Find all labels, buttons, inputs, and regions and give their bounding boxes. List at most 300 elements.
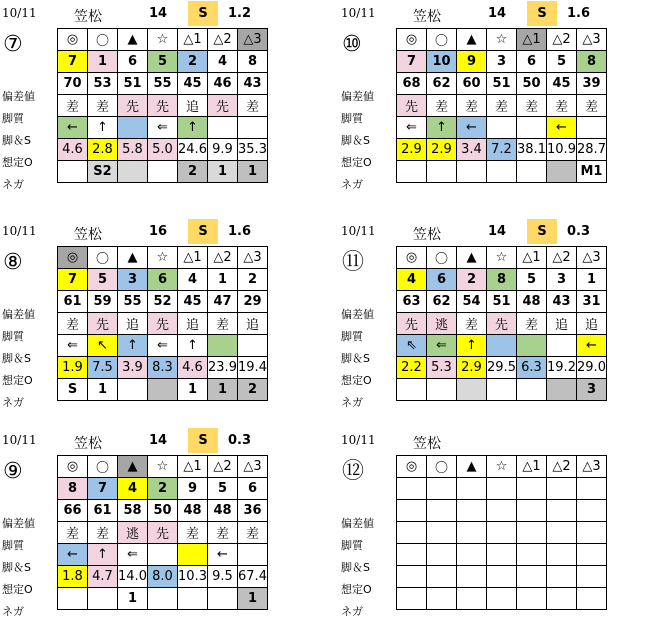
horse-number-cell: 1 xyxy=(208,269,238,291)
grid-row-nega xyxy=(397,588,607,610)
mark-cell: 〇 xyxy=(427,456,457,478)
deviation-cell: 43 xyxy=(238,73,268,95)
mark-cell: ☆ xyxy=(487,29,517,51)
nega-cell xyxy=(487,379,517,401)
grid-row-legs xyxy=(58,335,268,357)
row-label: 偏差値 xyxy=(341,517,374,530)
grid-row-style xyxy=(397,522,607,544)
odds-cell: 2.9 xyxy=(397,139,427,161)
nega-cell xyxy=(547,379,577,401)
race-number: ⑨ xyxy=(3,459,23,484)
race-header xyxy=(339,218,669,246)
odds-cell: 29.0 xyxy=(577,357,607,379)
running-style-cell: 逃 xyxy=(427,313,457,335)
prediction-grid xyxy=(396,28,607,183)
row-label: 脚質 xyxy=(341,112,363,125)
race-block-r9 xyxy=(0,427,330,639)
odds-cell: 38.1 xyxy=(517,139,547,161)
leg-arrow-cell: ↑ xyxy=(88,544,118,566)
race-header xyxy=(0,218,330,246)
deviation-cell: 46 xyxy=(208,73,238,95)
mark-cell: △1 xyxy=(178,247,208,269)
deviation-cell: 45 xyxy=(178,73,208,95)
deviation-cell: 62 xyxy=(427,291,457,313)
horse-number-cell: 4 xyxy=(208,51,238,73)
nega-cell xyxy=(58,161,88,183)
grade-badge: S xyxy=(188,1,218,26)
leg-arrow-cell: ← xyxy=(58,544,88,566)
leg-arrow-cell: ⇐ xyxy=(397,117,427,139)
deviation-cell: 62 xyxy=(427,73,457,95)
odds-cell: 7.5 xyxy=(88,357,118,379)
deviation-cell: 45 xyxy=(547,73,577,95)
mark-cell: ◎ xyxy=(58,247,88,269)
grid-row-nega xyxy=(397,161,607,183)
running-style-cell: 差 xyxy=(238,95,268,117)
odds-cell: 3.9 xyxy=(118,357,148,379)
row-label: 偏差値 xyxy=(2,90,35,103)
running-style-cell: 追 xyxy=(577,313,607,335)
deviation-cell: 61 xyxy=(58,291,88,313)
odds-cell: 24.6 xyxy=(178,139,208,161)
leg-arrow-cell xyxy=(577,544,607,566)
running-style-cell xyxy=(397,522,427,544)
horse-number-cell: 3 xyxy=(118,269,148,291)
running-style-cell: 先 xyxy=(208,95,238,117)
deviation-cell: 59 xyxy=(88,291,118,313)
odds-cell: 19.4 xyxy=(238,357,268,379)
grid-row-nega xyxy=(58,161,268,183)
leg-arrow-cell: ← xyxy=(457,117,487,139)
grid-row-horses xyxy=(58,269,268,291)
horse-number-cell: 9 xyxy=(457,51,487,73)
horse-number-cell: 5 xyxy=(517,269,547,291)
horse-number-cell: 7 xyxy=(88,478,118,500)
nega-cell xyxy=(397,161,427,183)
leg-arrow-cell: ⇖ xyxy=(397,335,427,357)
field-size: 14 xyxy=(149,433,168,448)
running-style-cell xyxy=(427,522,457,544)
odds-cell: 9.5 xyxy=(208,566,238,588)
grid-row-legs xyxy=(58,544,268,566)
nega-cell xyxy=(427,588,457,610)
odds-cell: 8.3 xyxy=(148,357,178,379)
prediction-grid xyxy=(396,246,607,401)
nega-cell xyxy=(427,161,457,183)
horse-number-cell xyxy=(457,478,487,500)
horse-number-cell: 5 xyxy=(547,51,577,73)
nega-cell: 1 xyxy=(238,161,268,183)
nega-cell: 2 xyxy=(238,379,268,401)
deviation-cell: 55 xyxy=(118,291,148,313)
deviation-cell xyxy=(457,500,487,522)
deviation-cell xyxy=(577,500,607,522)
deviation-cell: 50 xyxy=(148,500,178,522)
race-header xyxy=(0,427,330,455)
leg-arrow-cell xyxy=(238,117,268,139)
nega-cell xyxy=(547,588,577,610)
nega-cell xyxy=(148,379,178,401)
row-label: 脚＆S xyxy=(341,134,370,147)
odds-cell: 4.6 xyxy=(58,139,88,161)
mark-cell: ▲ xyxy=(118,456,148,478)
nega-cell: 1 xyxy=(208,379,238,401)
horse-number-cell: 8 xyxy=(577,51,607,73)
running-style-cell: 差 xyxy=(208,522,238,544)
deviation-cell xyxy=(427,500,457,522)
grid-row-marks xyxy=(58,456,268,478)
grid-row-dev xyxy=(397,291,607,313)
deviation-cell xyxy=(547,500,577,522)
horse-number-cell: 5 xyxy=(88,269,118,291)
odds-cell: 2.9 xyxy=(427,139,457,161)
leg-arrow-cell: ↑ xyxy=(427,117,457,139)
nega-cell xyxy=(547,161,577,183)
leg-arrow-cell xyxy=(178,544,208,566)
grid-row-marks xyxy=(397,247,607,269)
odds-cell xyxy=(517,566,547,588)
horse-number-cell xyxy=(517,478,547,500)
leg-arrow-cell xyxy=(427,544,457,566)
nega-cell xyxy=(148,161,178,183)
race-number: ⑫ xyxy=(342,459,365,484)
mark-cell: ◎ xyxy=(397,247,427,269)
race-venue: 笠松 xyxy=(413,9,441,25)
race-header xyxy=(339,0,669,28)
odds-cell: 4.7 xyxy=(88,566,118,588)
horse-number-cell: 8 xyxy=(487,269,517,291)
leg-arrow-cell xyxy=(118,117,148,139)
race-block-r10 xyxy=(339,0,669,212)
horse-number-cell: 1 xyxy=(88,51,118,73)
odds-cell: 9.9 xyxy=(208,139,238,161)
nega-cell xyxy=(88,588,118,610)
leg-arrow-cell xyxy=(457,544,487,566)
leg-arrow-cell xyxy=(148,544,178,566)
nega-cell: 1 xyxy=(208,161,238,183)
leg-arrow-cell: ⇐ xyxy=(118,544,148,566)
grade-badge: S xyxy=(527,1,557,26)
deviation-cell: 31 xyxy=(577,291,607,313)
leg-arrow-cell: ↑ xyxy=(118,335,148,357)
nega-cell: 2 xyxy=(178,161,208,183)
row-label: 脚質 xyxy=(2,539,24,552)
nega-cell: S2 xyxy=(88,161,118,183)
row-label: 偏差値 xyxy=(2,517,35,530)
leg-arrow-cell xyxy=(547,335,577,357)
horse-number-cell: 7 xyxy=(397,51,427,73)
row-label: ネガ xyxy=(2,396,24,409)
deviation-cell: 29 xyxy=(238,291,268,313)
grid-row-horses xyxy=(397,478,607,500)
running-style-cell: 先 xyxy=(88,313,118,335)
row-label: 脚＆S xyxy=(341,561,370,574)
nega-cell xyxy=(517,379,547,401)
running-style-cell: 差 xyxy=(457,313,487,335)
race-header xyxy=(0,0,330,28)
odds-cell: 28.7 xyxy=(577,139,607,161)
row-label: 偏差値 xyxy=(2,308,35,321)
deviation-cell: 45 xyxy=(178,291,208,313)
field-size: 14 xyxy=(488,224,507,239)
leg-arrow-cell xyxy=(208,335,238,357)
grid-row-odds xyxy=(397,357,607,379)
running-style-cell: 差 xyxy=(547,95,577,117)
grid-row-nega xyxy=(58,588,268,610)
odds-cell: 2.8 xyxy=(88,139,118,161)
horse-number-cell: 6 xyxy=(517,51,547,73)
leg-arrow-cell xyxy=(577,117,607,139)
running-style-cell: 差 xyxy=(58,95,88,117)
deviation-cell: 39 xyxy=(577,73,607,95)
mark-cell: ☆ xyxy=(487,247,517,269)
mark-cell: ▲ xyxy=(457,29,487,51)
nega-cell xyxy=(457,379,487,401)
nega-cell xyxy=(148,588,178,610)
row-label: 脚質 xyxy=(2,112,24,125)
deviation-cell xyxy=(397,500,427,522)
row-label: 脚＆S xyxy=(341,352,370,365)
running-style-cell: 差 xyxy=(88,95,118,117)
deviation-cell: 58 xyxy=(118,500,148,522)
nega-cell xyxy=(208,588,238,610)
leg-arrow-cell xyxy=(487,335,517,357)
leg-arrow-cell: ← xyxy=(547,117,577,139)
running-style-cell xyxy=(547,522,577,544)
odds-cell: 8.0 xyxy=(148,566,178,588)
running-style-cell: 追 xyxy=(178,313,208,335)
grid-row-horses xyxy=(58,478,268,500)
leg-arrow-cell xyxy=(517,544,547,566)
odds-cell: 1.9 xyxy=(58,357,88,379)
odds-cell xyxy=(457,566,487,588)
odds-cell: 5.8 xyxy=(118,139,148,161)
horse-number-cell: 4 xyxy=(397,269,427,291)
mark-cell: ☆ xyxy=(148,29,178,51)
horse-number-cell: 8 xyxy=(58,478,88,500)
grid-row-marks xyxy=(58,247,268,269)
grid-row-dev xyxy=(397,500,607,522)
leg-arrow-cell: ⇐ xyxy=(148,117,178,139)
deviation-cell: 52 xyxy=(148,291,178,313)
horse-number-cell: 6 xyxy=(238,478,268,500)
deviation-cell: 47 xyxy=(208,291,238,313)
mark-cell: ◎ xyxy=(58,29,88,51)
leg-arrow-cell: ← xyxy=(58,117,88,139)
deviation-cell: 50 xyxy=(517,73,547,95)
mark-cell: ☆ xyxy=(487,456,517,478)
odds-cell: 5.3 xyxy=(427,357,457,379)
odds-cell xyxy=(547,566,577,588)
running-style-cell: 差 xyxy=(178,522,208,544)
horse-number-cell: 4 xyxy=(178,269,208,291)
grid-row-style xyxy=(58,522,268,544)
deviation-cell: 48 xyxy=(517,291,547,313)
mark-cell: △3 xyxy=(238,247,268,269)
mark-cell: △1 xyxy=(178,456,208,478)
mark-cell: △1 xyxy=(517,456,547,478)
mark-cell: △3 xyxy=(238,29,268,51)
running-style-cell xyxy=(487,522,517,544)
horse-number-cell: 3 xyxy=(487,51,517,73)
grid-row-marks xyxy=(397,29,607,51)
grid-row-marks xyxy=(397,456,607,478)
nega-cell xyxy=(487,161,517,183)
grid-row-dev xyxy=(397,73,607,95)
grade-badge: S xyxy=(188,428,218,453)
odds-cell: 7.2 xyxy=(487,139,517,161)
odds-cell: 29.5 xyxy=(487,357,517,379)
grid-row-nega xyxy=(58,379,268,401)
running-style-cell: 差 xyxy=(238,522,268,544)
field-size: 14 xyxy=(149,6,168,21)
horse-number-cell: 7 xyxy=(58,51,88,73)
horse-number-cell: 8 xyxy=(238,51,268,73)
mark-cell: 〇 xyxy=(88,456,118,478)
prediction-grid xyxy=(57,455,268,610)
odds-cell xyxy=(577,566,607,588)
leg-arrow-cell xyxy=(487,117,517,139)
horse-number-cell: 9 xyxy=(178,478,208,500)
running-style-cell xyxy=(517,522,547,544)
race-date: 10/11 xyxy=(341,224,376,238)
nega-cell xyxy=(118,379,148,401)
deviation-cell: 63 xyxy=(397,291,427,313)
mark-cell: ☆ xyxy=(148,247,178,269)
running-style-cell: 差 xyxy=(517,313,547,335)
mark-cell: △1 xyxy=(517,247,547,269)
mark-cell: 〇 xyxy=(88,29,118,51)
deviation-cell: 51 xyxy=(118,73,148,95)
deviation-cell: 48 xyxy=(178,500,208,522)
grid-row-legs xyxy=(397,335,607,357)
race-ratio: 0.3 xyxy=(567,224,591,239)
horse-number-cell: 5 xyxy=(148,51,178,73)
grid-row-style xyxy=(58,95,268,117)
odds-cell: 35.3 xyxy=(238,139,268,161)
row-label: 想定O xyxy=(341,583,372,596)
odds-cell: 10.9 xyxy=(547,139,577,161)
leg-arrow-cell: ↑ xyxy=(457,335,487,357)
running-style-cell: 先 xyxy=(397,95,427,117)
grid-row-nega xyxy=(397,379,607,401)
running-style-cell xyxy=(577,522,607,544)
deviation-cell: 36 xyxy=(238,500,268,522)
running-style-cell: 追 xyxy=(118,313,148,335)
mark-cell: △2 xyxy=(208,456,238,478)
horse-number-cell: 6 xyxy=(148,269,178,291)
odds-cell: 5.0 xyxy=(148,139,178,161)
mark-cell: △3 xyxy=(577,247,607,269)
leg-arrow-cell xyxy=(517,335,547,357)
row-label: 脚＆S xyxy=(2,134,31,147)
mark-cell: ☆ xyxy=(148,456,178,478)
row-label: 想定O xyxy=(341,156,372,169)
running-style-cell: 差 xyxy=(88,522,118,544)
grade-badge: S xyxy=(527,219,557,244)
running-style-cell: 差 xyxy=(517,95,547,117)
mark-cell: ▲ xyxy=(118,29,148,51)
grid-row-style xyxy=(397,313,607,335)
running-style-cell: 追 xyxy=(178,95,208,117)
deviation-cell: 60 xyxy=(457,73,487,95)
mark-cell: △3 xyxy=(238,456,268,478)
horse-number-cell: 5 xyxy=(208,478,238,500)
horse-number-cell xyxy=(427,478,457,500)
odds-cell: 10.3 xyxy=(178,566,208,588)
grid-row-legs xyxy=(397,544,607,566)
leg-arrow-cell xyxy=(547,544,577,566)
row-label: ネガ xyxy=(341,178,363,191)
row-label: 脚質 xyxy=(341,330,363,343)
nega-cell xyxy=(457,588,487,610)
odds-cell xyxy=(427,566,457,588)
running-style-cell: 先 xyxy=(148,522,178,544)
grid-row-horses xyxy=(397,51,607,73)
running-style-cell: 先 xyxy=(397,313,427,335)
nega-cell: 1 xyxy=(118,588,148,610)
mark-cell: ◎ xyxy=(397,456,427,478)
mark-cell: ◎ xyxy=(397,29,427,51)
grid-row-odds xyxy=(58,357,268,379)
running-style-cell: 先 xyxy=(148,313,178,335)
race-block-r8 xyxy=(0,218,330,430)
prediction-grid xyxy=(57,246,268,401)
nega-cell: M1 xyxy=(577,161,607,183)
running-style-cell: 先 xyxy=(118,95,148,117)
race-venue: 笠松 xyxy=(74,227,102,243)
race-ratio: 1.2 xyxy=(228,6,252,21)
prediction-grid xyxy=(57,28,268,183)
running-style-cell: 追 xyxy=(238,313,268,335)
running-style-cell: 先 xyxy=(487,313,517,335)
horse-number-cell: 7 xyxy=(58,269,88,291)
horse-number-cell: 2 xyxy=(238,269,268,291)
race-date: 10/11 xyxy=(2,224,37,238)
nega-cell xyxy=(577,588,607,610)
nega-cell xyxy=(397,379,427,401)
deviation-cell: 68 xyxy=(397,73,427,95)
row-label: 脚質 xyxy=(2,330,24,343)
row-label: 想定O xyxy=(2,583,33,596)
race-venue: 笠松 xyxy=(74,436,102,452)
deviation-cell: 51 xyxy=(487,291,517,313)
mark-cell: ▲ xyxy=(457,247,487,269)
deviation-cell: 61 xyxy=(88,500,118,522)
horse-number-cell xyxy=(487,478,517,500)
mark-cell: ◎ xyxy=(58,456,88,478)
row-label: 想定O xyxy=(2,156,33,169)
running-style-cell: 逃 xyxy=(118,522,148,544)
nega-cell xyxy=(487,588,517,610)
odds-cell: 67.4 xyxy=(238,566,268,588)
nega-cell xyxy=(427,379,457,401)
leg-arrow-cell: ← xyxy=(577,335,607,357)
deviation-cell: 48 xyxy=(208,500,238,522)
leg-arrow-cell xyxy=(517,117,547,139)
horse-number-cell: 6 xyxy=(118,51,148,73)
deviation-cell xyxy=(517,500,547,522)
nega-cell: 3 xyxy=(577,379,607,401)
leg-arrow-cell: ↑ xyxy=(178,335,208,357)
row-label: 偏差値 xyxy=(341,90,374,103)
nega-cell: 1 xyxy=(238,588,268,610)
leg-arrow-cell: ↖ xyxy=(88,335,118,357)
row-label: 脚＆S xyxy=(2,561,31,574)
race-number: ⑦ xyxy=(3,32,23,57)
grid-row-dev xyxy=(58,291,268,313)
race-date: 10/11 xyxy=(2,433,37,447)
